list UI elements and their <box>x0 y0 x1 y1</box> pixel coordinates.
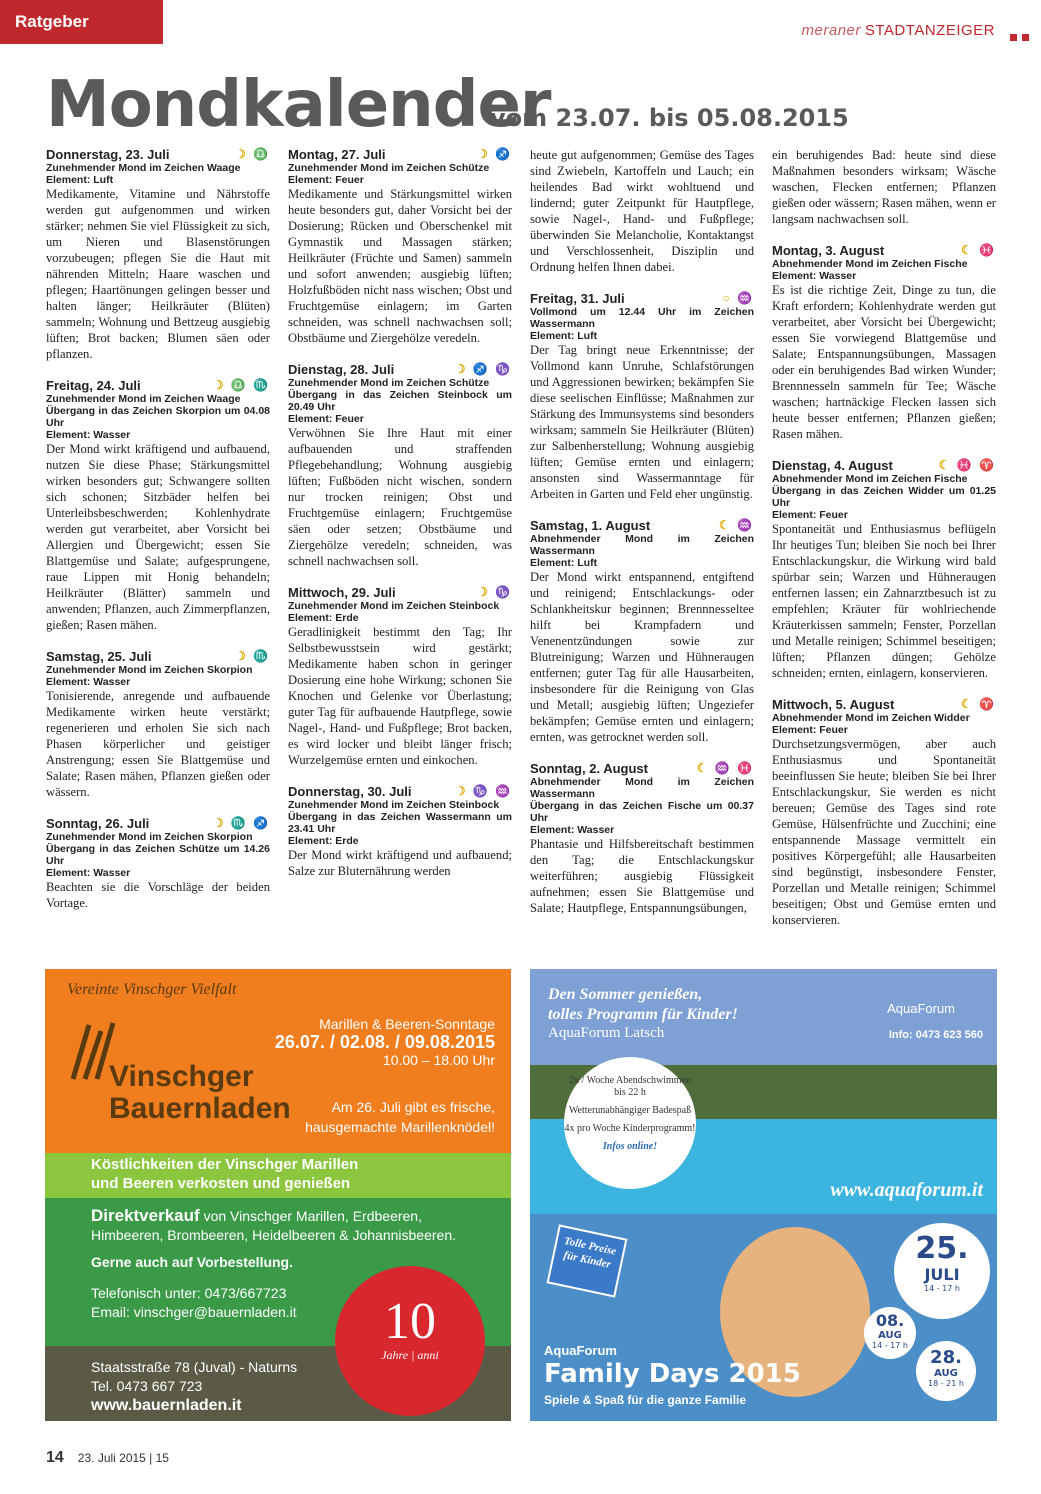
entry-day: Donnerstag, 23. Juli ☽ ♎ <box>46 147 270 162</box>
aqua-brand: AquaForum <box>887 1001 955 1016</box>
page-number: 14 <box>46 1449 64 1466</box>
family-days-sub: Spiele & Spaß für die ganze Familie <box>544 1393 747 1407</box>
calendar-entry <box>530 761 754 916</box>
entry-text: Durchsetzungsvermögen, aber auch Enthusiasmus und Spontaneität beeinflussen Sie heute; bleiben Sie bei Ihrer Entschlackungskur, Sie werden es nicht bereuen; Gemüse des Tages sind rote Gemüse, Hülsenfrüchte und Zucchini; eine entspannende Massage vermittelt ein positives Körpergefühl; alle Hausarbeiten sind begünstigt, insbesondere Fenster, Porzellan und Metalle reinigen; Schimmel beseitigen; Obst und Gemüse ernten und konservieren. <box>772 737 996 927</box>
entry-day: Donnerstag, 30. Juli ☽ ♑ ♒ <box>288 784 512 799</box>
entry-day: Freitag, 24. Juli ☽ ♎ ♏ <box>46 378 270 393</box>
entry-day: Samstag, 1. August ☾ ♒ <box>530 518 754 533</box>
family-days-title: Family Days 2015 <box>544 1359 801 1389</box>
calendar-entry <box>288 585 512 768</box>
family-days-brand: AquaForum <box>544 1343 617 1358</box>
bauernladen-logo: Vinschger Bauernladen <box>109 1061 291 1125</box>
tasting-banner: Köstlichkeiten der Vinschger Marillen und Beeren verkosten und genießen <box>45 1153 511 1198</box>
aqua-headline: Den Sommer genießen, tolles Programm für Kinder! <box>548 986 738 1023</box>
moon-zodiac-icon: ☽ ♑ <box>476 585 512 599</box>
date-circle-1: 25. JULI 14 - 17 h <box>894 1223 990 1319</box>
brand-logo: meraner STADTANZEIGER <box>801 22 995 39</box>
aqua-info: Info: 0473 623 560 <box>888 1029 983 1041</box>
entry-text: ein beruhigendes Bad: heute sind diese Maßnahmen besonders wirksam; Wäsche waschen, Flecken entfernen; Pflanzen gießen oder wässern; Rasen mähen, wenn er langsam nachwachsen soll. <box>772 148 996 226</box>
calendar-entry <box>46 378 270 633</box>
moon-zodiac-icon: ☽ ♐ <box>476 147 512 161</box>
moon-zodiac-icon: ○ ♒ <box>722 291 754 305</box>
calendar-entry <box>772 458 996 681</box>
entry-moon-info: Zunehmender Mond im Zeichen Steinbock Übergang in das Zeichen Wassermann um 23.41 Uhr Element: Erde <box>288 799 512 847</box>
moon-zodiac-icon: ☽ ♑ ♒ <box>454 784 512 798</box>
page-title: Mondkalender <box>46 68 551 142</box>
entry-moon-info: Zunehmender Mond im Zeichen Skorpion Übergang in das Zeichen Schütze um 14.26 Uhr Element: Wasser <box>46 831 270 879</box>
entry-text: Phantasie und Hilfsbereitschaft bestimmen den Tag; die Entschlackungskur weiterführen; ausgiebig Flüssigkeit aufnehmen; essen Sie Blattgemüse und Salate; Hautpflege, Entspannungsübungen, <box>530 837 754 915</box>
entry-moon-info: Abnehmender Mond im Zeichen Wassermann Übergang in das Zeichen Fische um 00.37 Uhr Element: Wasser <box>530 776 754 836</box>
entry-day: Mittwoch, 5. August ☾ ♈ <box>772 697 996 712</box>
aqua-offer-circle: 2x / Woche Abendschwimmen bis 22 h Wetterunabhängiger Badespaß 4x pro Woche Kinderprogramm! Infos online! <box>564 1057 696 1189</box>
entry-day: Mittwoch, 29. Juli ☽ ♑ <box>288 585 512 600</box>
calendar-entry <box>46 649 270 800</box>
moon-zodiac-icon: ☽ ♏ <box>234 649 270 663</box>
entry-day: Montag, 27. Juli ☽ ♐ <box>288 147 512 162</box>
entry-moon-info: Zunehmender Mond im Zeichen Skorpion Element: Wasser <box>46 664 253 688</box>
calendar-column <box>46 147 270 927</box>
entry-text: Der Tag bringt neue Erkenntnisse; der Vollmond kann Unruhe, Schlafstörungen und Aggressionen bewirken; bekämpfen Sie diese seelischen Einflüsse; Maßnahmen zur Stärkung des Immunsystems sind besonders wirksam; sammeln Sie Heilkräuter (Blüten) zur Salbenherstellung; Wohnung ausgiebig lüften; Gemüse ernten und einlagern; ansonsten sind Wassermanntage für Arbeiten in Garten und Feld eher ungünstig. <box>530 343 754 501</box>
date-circle-2: 08. AUG 14 - 17 h <box>864 1307 916 1359</box>
anniversary-badge: 10 Jahre | anni <box>335 1266 485 1416</box>
entry-moon-info: Zunehmender Mond im Zeichen Waage Element: Luft <box>46 162 241 186</box>
section-tag: Ratgeber <box>0 0 163 44</box>
entry-day: Freitag, 31. Juli ○ ♒ <box>530 291 754 306</box>
calendar-entry <box>46 816 270 911</box>
calendar-entry <box>530 147 754 275</box>
entry-text: Der Mond wirkt kräftigend und aufbauend, nutzen Sie diese Phase; Stärkungsmittel wirken besonders gut; Schwangere sollten sich schonen; Sitzbäder helfen bei Unterleibsbeschwerden; Kohlenhydrate werden gut verarbeitet, aber Vorsicht bei Allergien und Übergewicht; essen Sie Blattgemüse und Salate; aufgesprungene, raue Lippen mit Honig behandeln; Heilkräuter (Blätter) sammeln und anwenden; Pflanzen, auch Zimmerpflanzen, gießen; Rasen mähen. <box>46 442 270 632</box>
entry-text: Spontaneität und Enthusiasmus beflügeln Ihr heutiges Tun; bleiben Sie noch bei Ihrer Entschlackungskur, die Wirkung wird bald spürbar sein; Warzen und Hühneraugen entfernen lassen; ein Zahnarztbesuch ist zu empfehlen; Kräuter für wohlriechende Kräuterkissen sammeln; Fenster, Porzellan und Metalle reinigen; Schimmel beseitigen; lüften; Pflanzen düngen; Gehölze schneiden; ernten, einlagern, konservieren. <box>772 522 996 680</box>
ad-tagline: Vereinte Vinschger Vielfalt <box>67 981 237 998</box>
calendar-column <box>772 147 996 944</box>
entry-moon-info: Zunehmender Mond im Zeichen Schütze Element: Feuer <box>288 162 490 186</box>
entry-text: Medikamente, Vitamine und Nährstoffe werden gut aufgenommen und wirken stärker; nehmen Sie viel Flüssigkeit zu sich, um Nieren und Blasenstörungen vorzubeugen; pflegen Sie die Haut mit nährenden Mitteln; Haare waschen und pflegen; Haartönungen gelingen besser und halten länger; Heilkräuter (Blüten) sammeln; Wohnung und Bettzeug ausgiebig lüften; Brot backen; Blumen säen oder pflanzen. <box>46 187 270 361</box>
calendar-entry <box>772 147 996 227</box>
brand-dots <box>1005 28 1029 46</box>
entry-day: Montag, 3. August ☾ ♓ <box>772 243 996 258</box>
price-sticker: Tolle Preise für Kinder <box>547 1224 628 1297</box>
calendar-entry <box>288 362 512 569</box>
direct-sale: Direktverkauf von Vinschger Marillen, Erdbeeren, Himbeeren, Brombeeren, Heidelbeeren & Johannisbeeren. Gerne auch auf Vorbestellung. Telefonisch unter: 0473/667723 Email: vinschger@bauernladen.it <box>45 1198 511 1346</box>
ad-bauernladen <box>45 969 511 1421</box>
moon-zodiac-icon: ☾ ♓ ♈ <box>938 458 996 472</box>
moon-zodiac-icon: ☽ ♐ ♑ <box>454 362 512 376</box>
wheat-icon <box>63 1021 123 1081</box>
moon-zodiac-icon: ☾ ♒ <box>718 518 754 532</box>
entry-text: Beachten sie die Vorschläge der beiden Vortage. <box>46 880 270 910</box>
entry-day: Sonntag, 26. Juli ☽ ♏ ♐ <box>46 816 270 831</box>
contact-block: Staatsstraße 78 (Juval) - Naturns Tel. 0473 667 723 www.bauernladen.it <box>45 1346 511 1421</box>
entry-day: Dienstag, 4. August ☾ ♓ ♈ <box>772 458 996 473</box>
moon-zodiac-icon: ☾ ♈ <box>960 697 996 711</box>
bauernladen-url[interactable]: www.bauernladen.it <box>91 1397 242 1414</box>
moon-zodiac-icon: ☾ ♒ ♓ <box>696 761 754 775</box>
calendar-entry <box>772 243 996 442</box>
entry-text: Medikamente und Stärkungsmittel wirken heute besonders gut, daher Vorsicht bei der Dosierung; Rücken und Oberschenkel mit Gymnastik und Massagen stärken; Heilkräuter (Früchte und Samen) sammeln und sofort anwenden; ausgiebig lüften; Holzfußböden nicht nass wischen; Obst und Fruchtgemüse einlagern; im Garten schneiden, was schnell nachwachsen soll; Obstbäume und Ziergehölze veredeln. <box>288 187 512 345</box>
fresh-note: Am 26. Juli gibt es frische, hausgemachte Marillenknödel! <box>305 1099 495 1135</box>
entry-moon-info: Abnehmender Mond im Zeichen Widder Element: Feuer <box>772 712 970 736</box>
calendar-column <box>288 147 512 895</box>
entry-moon-info: Zunehmender Mond im Zeichen Waage Übergang in das Zeichen Skorpion um 04.08 Uhr Element: Wasser <box>46 393 270 441</box>
entry-text: heute gut aufgenommen; Gemüse des Tages sind Zwiebeln, Kartoffeln und Lauch; ein heilendes Bad wirkt wohltuend und lindernd; guter Zeitpunkt für Hautpflege, sowie Nagel-, Hand- und Fußpflege; überwinden Sie Melancholie, Kontaktangst und Verschlossenheit, Disziplin und Ordnung helfen Ihnen dabei. <box>530 148 754 274</box>
entry-text: Der Mond wirkt entspannend, entgiftend und reinigend; Entschlackungs- oder Schlankheitskur beginnen; Brennnesseltee hilft bei Krampfadern und Venenentzündungen sowie zur Blutreinigung; Warzen und Hühneraugen entfernen; guter Tag für alle Hausarbeiten, insbesondere für die Reinigung von Glas und Metall; ausgiebig lüften; Ungeziefer bekämpfen; Gemüse ernten und einlagern; ernten, was getrocknet werden soll. <box>530 570 754 744</box>
calendar-entry <box>772 697 996 928</box>
moon-zodiac-icon: ☽ ♎ <box>234 147 270 161</box>
entry-text: Geradlinigkeit bestimmt den Tag; Ihr Selbstbewusstsein wird gestärkt; Medikamente haben schon in geringer Dosierung eine hohe Wirkung; schonen Sie Knochen und Gelenke vor Überlastung; guter Tag für aufbauende Hautpflege, sowie Nagel-, Hand- und Fußpflege; Brot backen, es wird locker und bleibt länger frisch; Wurzelgemüse ernten und einkochen. <box>288 625 512 767</box>
calendar-entry <box>46 147 270 362</box>
moon-zodiac-icon: ☾ ♓ <box>960 243 996 257</box>
aqua-url[interactable]: www.aquaforum.it <box>830 1179 983 1201</box>
moon-zodiac-icon: ☽ ♏ ♐ <box>212 816 270 830</box>
entry-day: Dienstag, 28. Juli ☽ ♐ ♑ <box>288 362 512 377</box>
ad-aquaforum <box>530 969 997 1421</box>
entry-day: Sonntag, 2. August ☾ ♒ ♓ <box>530 761 754 776</box>
calendar-entry <box>530 518 754 745</box>
page-footer <box>46 1449 169 1467</box>
entry-moon-info: Zunehmender Mond im Zeichen Steinbock Element: Erde <box>288 600 500 624</box>
entry-text: Tonisierende, anregende und aufbauende Medikamente wirken heute verstärkt; regenerieren und erholen Sie sich nach Phasen körperlicher und geistiger Anstrengung; essen Sie Blattgemüse und Salate; Rasen mähen, Pflanzen gießen oder wässern. <box>46 689 270 799</box>
date-circle-3: 28. AUG 18 - 21 h <box>916 1341 976 1401</box>
calendar-entry <box>288 147 512 346</box>
issue-date: 23. Juli 2015 | 15 <box>77 1451 169 1465</box>
calendar-entry <box>288 784 512 879</box>
entry-text: Der Mond wirkt kräftigend und aufbauend; Salze zur Bluternährung werden <box>288 848 512 878</box>
entry-moon-info: Zunehmender Mond im Zeichen Schütze Übergang in das Zeichen Steinbock um 20.49 Uhr Element: Feuer <box>288 377 512 425</box>
entry-moon-info: Abnehmender Mond im Zeichen Fische Element: Wasser <box>772 258 968 282</box>
entry-text: Es ist die richtige Zeit, Dinge zu tun, die Kraft erfordern; Kohlenhydrate werden gut verarbeitet, aber Vorsicht bei Übergewicht; essen Sie vorwiegend Blattgemüse und Salate; Entspannungsübungen, Massagen oder ein beruhigendes Bad wirken Wunder; Brennnesseln sammeln für Tee; Wäsche waschen; hartnäckige Flecken lassen sich heute besser entfernen; Pflanzen gießen; Rasen mähen. <box>772 283 996 441</box>
entry-text: Verwöhnen Sie Ihre Haut mit einer aufbauenden und straffenden Pflegebehandlung; Wohnung ausgiebig lüften; Fußböden nicht wischen, sondern nur trocken reinigen; Obst und Fruchtgemüse einlagern; Fruchtgemüse säen oder setzen; Obstbäume und Ziergehölze veredeln; schneiden, was schnell nachwachsen soll. <box>288 426 512 568</box>
moon-zodiac-icon: ☽ ♎ ♏ <box>212 378 270 392</box>
entry-moon-info: Abnehmender Mond im Zeichen Wassermann Element: Luft <box>530 533 754 569</box>
aqua-place: AquaForum Latsch <box>548 1025 665 1041</box>
calendar-entry <box>530 291 754 502</box>
calendar-column <box>530 147 754 932</box>
entry-day: Samstag, 25. Juli ☽ ♏ <box>46 649 270 664</box>
event-dates: Marillen & Beeren-Sonntage 26.07. / 02.08. / 09.08.2015 10.00 – 18.00 Uhr <box>274 1016 495 1068</box>
page-subtitle: vom 23.07. bis 05.08.2015 <box>490 104 849 132</box>
entry-moon-info: Vollmond um 12.44 Uhr im Zeichen Wassermann Element: Luft <box>530 306 754 342</box>
entry-moon-info: Abnehmender Mond im Zeichen Fische Übergang in das Zeichen Widder um 01.25 Uhr Element: Feuer <box>772 473 996 521</box>
